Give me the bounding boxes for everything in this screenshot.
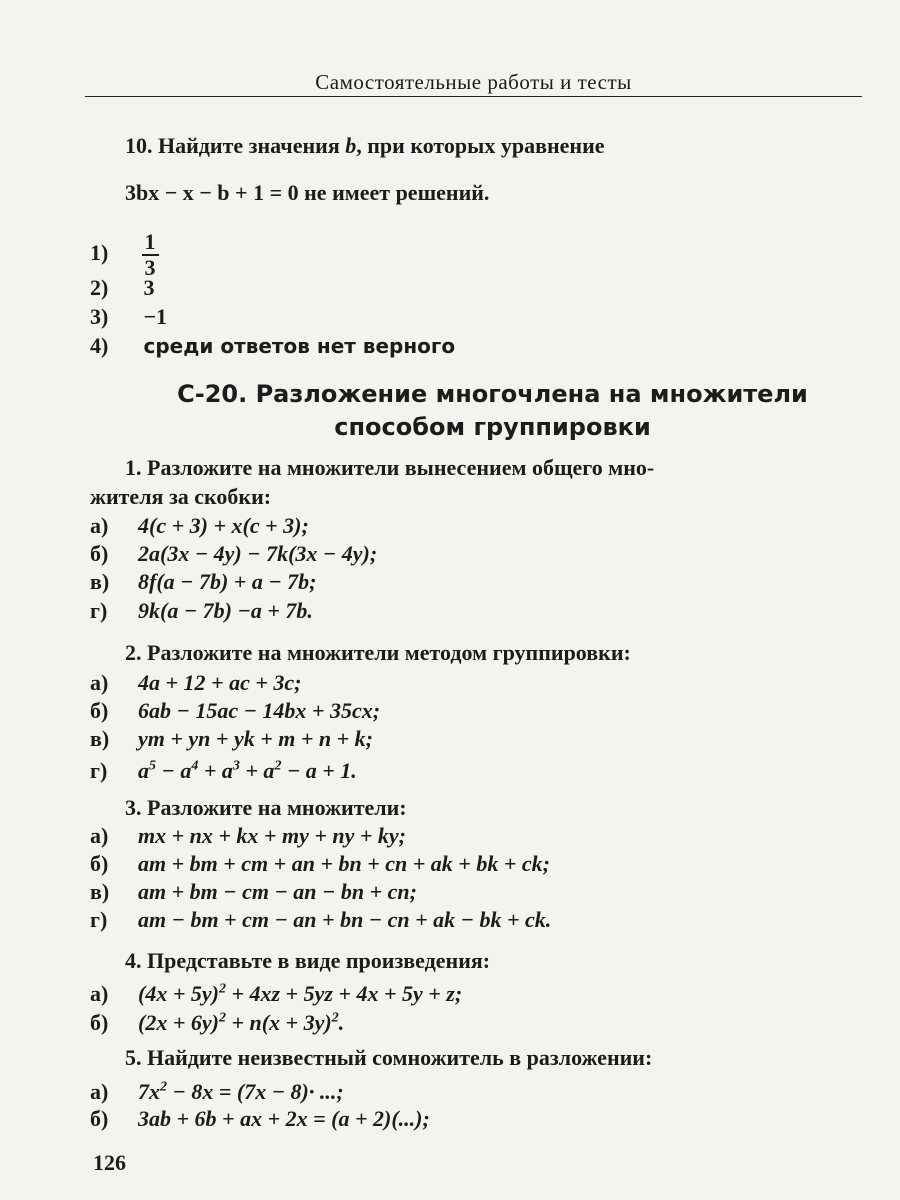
task10-option-1: 1) $\frac{1}{3}$ — [90, 230, 159, 280]
section-title-line2: способом группировки — [334, 413, 651, 441]
ex4-item-b: б) $(2x + 6y)^2 + n(x + 3y)^2$. — [90, 1010, 345, 1036]
ex3-item-a: а) mx + nx + kx + my + ny + ky; — [90, 823, 406, 848]
task10-option-3: 3) −1 — [90, 304, 168, 329]
ex5-item-a: а) $7x^2 - 8x = (7x - 8)\cdot$ ...; — [90, 1079, 344, 1105]
ex2-statement: 2. Разложите на множители методом группировки: — [125, 640, 631, 665]
ex4-statement: 4. Представьте в виде произведения: — [125, 948, 491, 973]
page-number: 126 — [93, 1150, 126, 1175]
ex1-item-a: а) 4(c + 3) + x(c + 3); — [90, 513, 309, 538]
ex3-statement: 3. Разложите на множители: — [125, 795, 407, 820]
running-header: Самостоятельные работы и тесты — [85, 70, 862, 97]
ex5-statement: 5. Найдите неизвестный сомножитель в разложении: — [125, 1045, 653, 1070]
ex1-statement-cont: жителя за скобки: — [90, 484, 272, 509]
ex1-item-v: в) 8f(a − 7b) + a − 7b; — [90, 569, 317, 594]
ex2-item-b: б) 6ab − 15ac − 14bx + 35cx; — [90, 698, 381, 723]
task10-equation: 3bx − x − b + 1 = 0 не имеет решений. — [125, 180, 490, 205]
ex2-item-g: г) $a^5 - a^4 + a^3 + a^2 - a + 1$. — [90, 758, 357, 784]
ex1-item-g: г) 9k(a − 7b) −a + 7b. — [90, 598, 313, 623]
ex4-item-a: а) $(4x + 5y)^2 + 4xz + 5yz + 4x + 5y + z$; — [90, 981, 463, 1007]
task10-statement: 10. Найдите значения b, при которых уравнение — [125, 133, 605, 158]
fraction-one-third: $\frac{1}{3}$ — [142, 230, 159, 280]
ex3-item-v: в) am + bm − cm − an − bn + cn; — [90, 879, 417, 904]
ex2-item-v: в) ym + yn + yk + m + n + k; — [90, 726, 373, 751]
ex1-statement: 1. Разложите на множители вынесением общего мно- — [125, 455, 655, 480]
task10-option-2: 2) 3 — [90, 275, 155, 300]
ex2-item-a: а) 4a + 12 + ac + 3c; — [90, 670, 302, 695]
ex1-item-b: б) 2a(3x − 4y) − 7k(3x − 4y); — [90, 541, 378, 566]
ex3-item-b: б) am + bm + cm + an + bn + cn + ak + bk + ck; — [90, 851, 550, 876]
task10-option-4: 4) среди ответов нет верного — [90, 333, 456, 358]
ex3-item-g: г) am − bm + cm − an + bn − cn + ak − bk + ck. — [90, 907, 552, 932]
ex5-item-b: б) 3ab + 6b + ax + 2x = (a + 2)(...); — [90, 1106, 430, 1131]
section-title-line1: С-20. Разложение многочлена на множители — [177, 380, 808, 408]
